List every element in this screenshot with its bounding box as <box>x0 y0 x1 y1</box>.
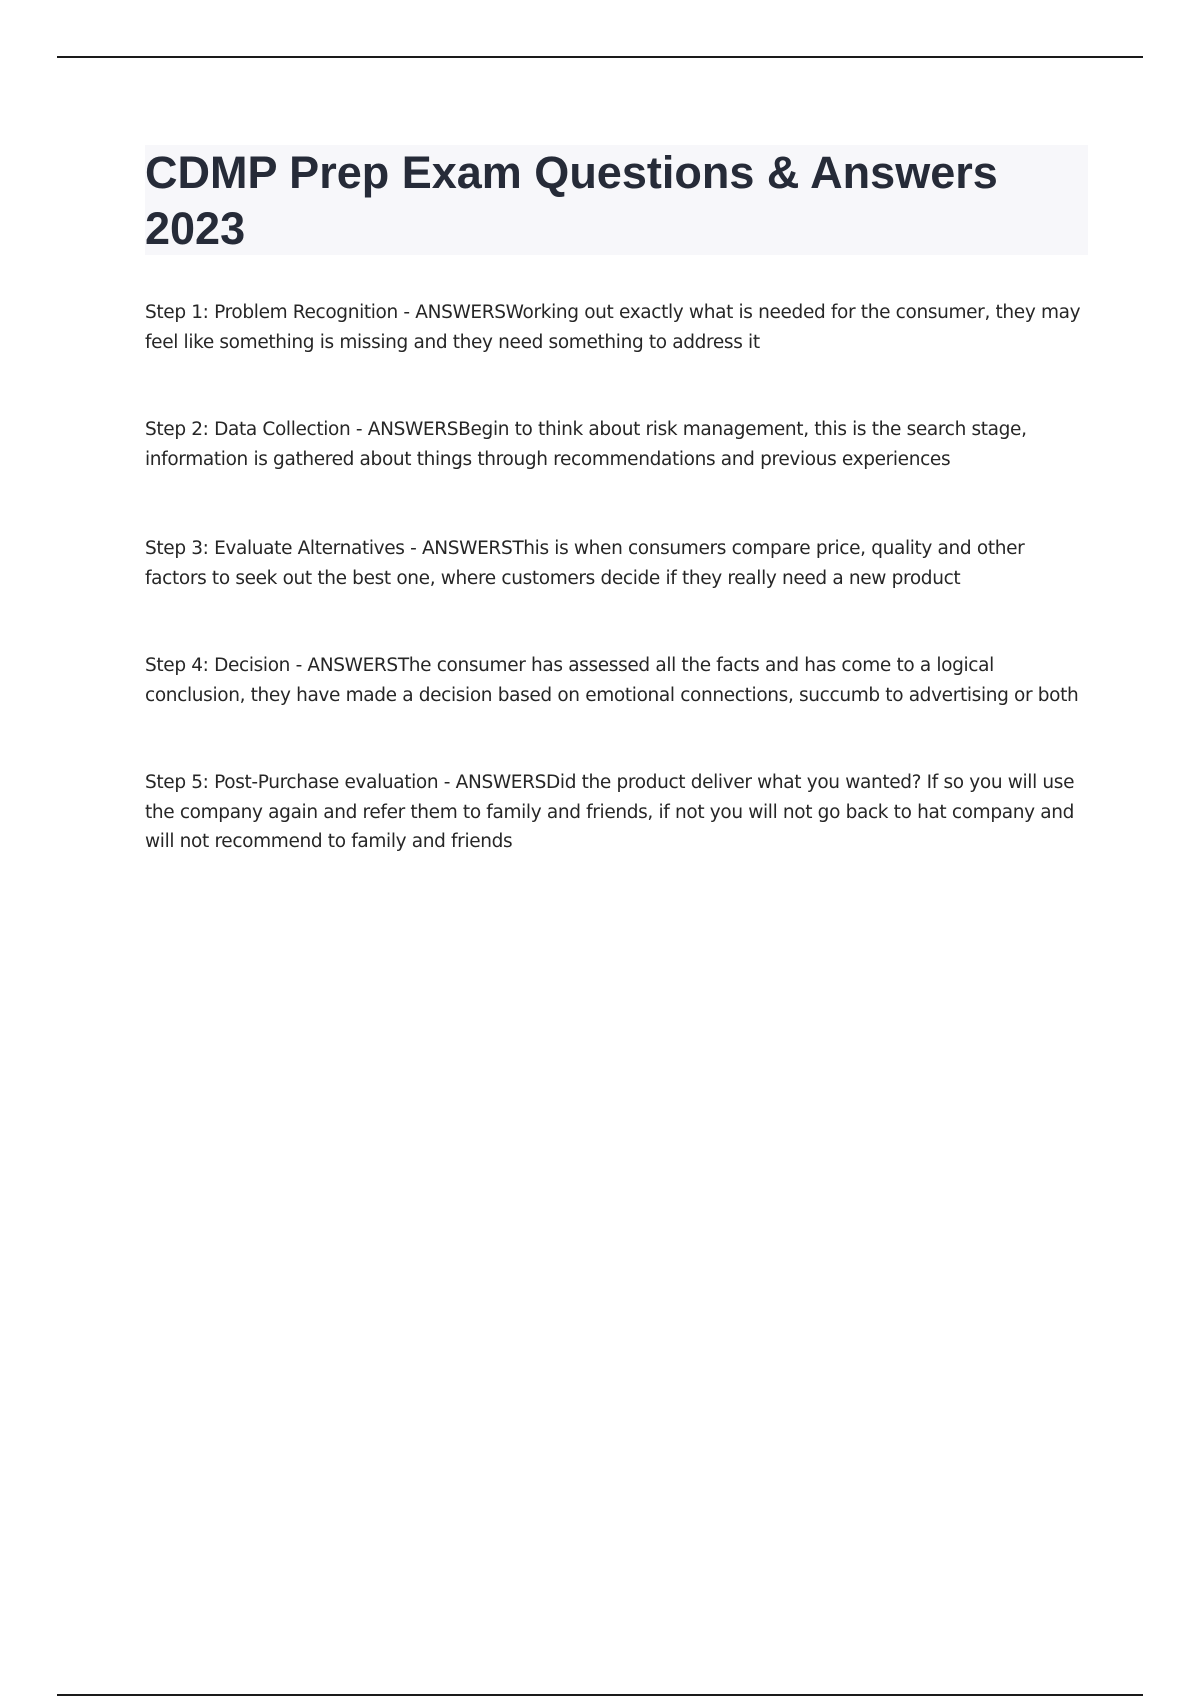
answer-separator: - ANSWERS <box>397 302 506 323</box>
qa-list <box>145 298 1090 915</box>
question-text: Step 1: Problem Recognition <box>145 302 398 323</box>
qa-item-2 <box>145 415 1090 474</box>
answer-separator: - ANSWERS <box>438 772 547 793</box>
answer-separator: - ANSWERS <box>290 655 398 676</box>
top-rule <box>57 56 1143 58</box>
bottom-rule <box>57 1694 1143 1696</box>
answer-text: Working out exactly what is needed for the consumer, they may feel like something is missing and they need something to address it <box>145 302 1081 353</box>
title-banner <box>145 145 1088 255</box>
question-text: Step 5: Post-Purchase evaluation <box>145 772 439 793</box>
answer-text: Begin to think about risk management, this is the search stage, information is gathered about things through recommendations and previous experiences <box>145 419 1027 470</box>
question-text: Step 2: Data Collection <box>145 419 351 440</box>
qa-item-3 <box>145 534 1090 593</box>
answer-text: Did the product deliver what you wanted? If so you will use the company again and refer them to family and friends, if not you will not go back to hat company and will not recommend to family and friends <box>145 772 1075 852</box>
question-text: Step 4: Decision <box>145 655 291 676</box>
page-title: CDMP Prep Exam Questions & Answers 2023 <box>145 147 998 254</box>
answer-separator: - ANSWERS <box>404 538 513 559</box>
answer-text: This is when consumers compare price, quality and other factors to seek out the best one, where customers decide if they really need a new product <box>145 538 1025 589</box>
qa-item-1 <box>145 298 1090 357</box>
answer-separator: - ANSWERS <box>350 419 459 440</box>
answer-text: The consumer has assessed all the facts and has come to a logical conclusion, they have made a decision based on emotional connections, succumb to advertising or both <box>145 655 1079 706</box>
qa-item-4 <box>145 651 1090 710</box>
question-text: Step 3: Evaluate Alternatives <box>145 538 405 559</box>
qa-item-5 <box>145 768 1090 857</box>
